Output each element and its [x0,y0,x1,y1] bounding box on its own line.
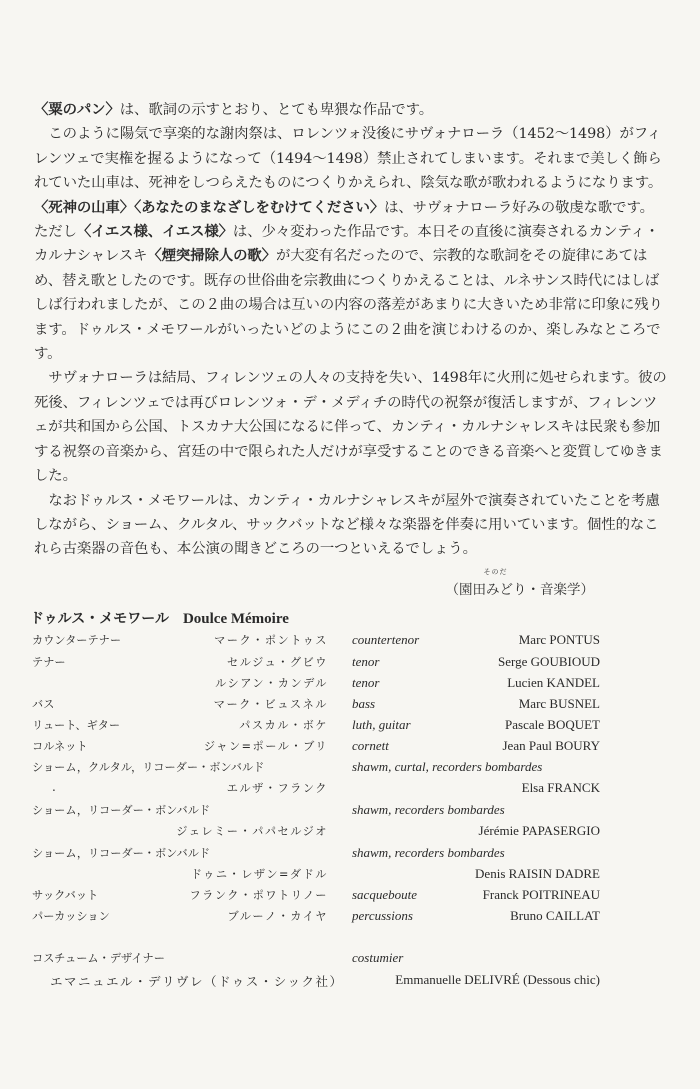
decorative-dot: . [52,780,56,794]
personnel-role-jp: ショーム，クルタル，リコーダー・ボンバルド [32,761,265,774]
personnel-role-jp: バス [32,698,55,711]
personnel-name-en: Denis RAISIN DADRE [475,866,600,881]
personnel-role-jp: ショーム，リコーダー・ボンバルド [32,804,211,817]
personnel-role-jp: テナー [32,656,66,669]
personnel-role-en: countertenor [352,632,420,647]
personnel-role-jp: カウンターテナー [32,634,122,647]
personnel-role-jp: パーカッション [32,910,110,923]
personnel-row [0,696,700,716]
personnel-row [0,845,700,865]
personnel-name-jp: ジェレミー・パパセルジオ [176,825,328,838]
personnel-name-jp: ジャン=ポール・ブリ [203,740,328,753]
personnel-role-jp: ショーム，リコーダー・ボンバルド [32,847,211,860]
personnel-name-en: Pascale BOQUET [505,717,600,732]
song-title: 〈粟のパン〉 [34,101,120,118]
personnel-name-en: Elsa FRANCK [521,780,600,795]
personnel-row [0,738,700,758]
costume-name-en: Emmanuelle DELIVRÉ (Dessous chic) [395,972,600,987]
personnel-name-jp: ブルーノ・カイヤ [227,910,328,923]
song-title: 〈イエス様、イエス様〉 [76,223,233,241]
personnel-role-en: bass [352,696,376,711]
personnel-name-jp: エルザ・フランク [226,782,328,795]
personnel-role-en: shawm, recorders bombardes [352,802,505,817]
personnel-name-jp: フランク・ポワトリノー [189,889,328,902]
personnel-row [0,675,700,695]
essay-paragraph-3: サヴォナローラは結局、フィレンツェの人々の支持を失い、1498年に火刑に処せられます。彼の死後、フィレンツェでは再びロレンツォ・デ・メディチの時代の祝祭が復活しますが、フィレンツェが共和国から公国、トスカナ大公国になるに伴って、カンティ・カルナシャレスキは民衆も参加する祝祭の音楽から、宮廷の中で限られた人だけが享受することのできる音楽へと変質してゆきました。 [34,370,667,485]
personnel-name-en: Marc BUSNEL [518,696,600,711]
personnel-row [0,823,700,843]
personnel-row [0,759,700,779]
personnel-role-en: shawm, curtal, recorders bombardes [352,759,543,774]
costume-name-row [0,972,700,992]
ensemble-title-jp: ドゥルス・メモワール [30,611,169,627]
personnel-name-en: Jean Paul BOURY [502,738,600,753]
costume-name-jp: エマニュエル・デリヴレ（ドゥス・シック社） [50,974,344,989]
author-signature: そのだ （園田みどり・音楽学） [445,568,594,598]
personnel-row [0,632,700,652]
personnel-row [0,654,700,674]
personnel-role-en: luth, guitar [352,717,411,732]
personnel-row [0,887,700,907]
personnel-name-en: Lucien KANDEL [507,675,600,690]
essay-paragraph-2: このように陽気で享楽的な謝肉祭は、ロレンツォ没後にサヴォナローラ（1452〜1498）がフィレンツェで実権を握るようになって（1494〜1498）禁止されてしまいます。それまで美しく飾られていた山車は、死神をしつらえたものにつくりかえられ、陰気な歌が歌われるようになります。〈死神の山車〉〈あなたのまなざしをむけてください〉は、サヴォナローラ好みの敬虔な歌です。ただし〈イエス様、イエス様〉は、少々変わった作品です。本日その直後に演奏されるカンティ・カルナシャレスキ〈煙突掃除人の歌〉が大変有名だったので、宗教的な歌詞をその旋律にあてはめ、替え歌としたのです。既存の世俗曲を宗教曲につくりかえることは、ルネサンス時代にはしばしば行われましたが、この２曲の場合は互いの内容の落差があまりに大きいため非常に印象に残ります。ドゥルス・メモワールがいったいどのようにこの２曲を演じわけるのか、楽しみなところです。 [34,126,663,363]
personnel-name-en: Bruno CAILLAT [510,908,600,923]
personnel-row [0,908,700,928]
personnel-row [0,802,700,822]
signature-ruby: そのだ [483,568,508,576]
personnel-row [0,717,700,737]
personnel-role-en: cornett [352,738,389,753]
personnel-name-jp: セルジュ・グビウ [227,656,328,669]
personnel-role-en: shawm, recorders bombardes [352,845,505,860]
personnel-name-jp: マーク・ポントゥス [214,634,328,647]
personnel-role-en: percussions [352,908,413,923]
costume-role-en: costumier [352,950,404,965]
ensemble-title-latin: Doulce Mémoire [182,611,289,627]
personnel-row [0,780,700,800]
personnel-name-jp: ルシアン・カンデル [215,677,328,690]
personnel-name-jp: パスカル・ボケ [239,719,328,732]
personnel-name-en: Marc PONTUS [518,632,600,647]
personnel-role-jp: リュート、ギター [32,719,121,732]
essay-text [34,98,668,562]
personnel-role-en: tenor [352,675,380,690]
song-title: 〈死神の山車〉〈あなたのまなざしをむけてください〉 [34,198,385,216]
personnel-name-en: Serge GOUBIOUD [498,654,600,669]
personnel-name-jp: マーク・ビュスネル [213,698,328,711]
ensemble-title [30,608,289,628]
personnel-role-en: sacqueboute [352,887,417,902]
personnel-name-jp: ドゥニ・レザン=ダドル [190,868,328,881]
personnel-name-en: Franck POITRINEAU [482,887,600,902]
personnel-role-en: tenor [352,654,380,669]
personnel-row [0,866,700,886]
essay-paragraph-1: 〈粟のパン〉は、歌詞の示すとおり、とても卑猥な作品です。 [34,101,433,118]
personnel-role-jp: サックバット [32,889,99,902]
costume-role-jp: コスチューム・デザイナー [32,952,165,965]
personnel-role-jp: コルネット [32,740,88,753]
song-title: 〈煙突掃除人の歌〉 [147,247,276,265]
costume-row [0,950,700,970]
personnel-name-en: Jérémie PAPASERGIO [478,823,600,838]
essay-paragraph-4: なおドゥルス・メモワールは、カンティ・カルナシャレスキが屋外で演奏されていたことを考慮しながら、ショーム、クルタル、サックバットなど様々な楽器を伴奏に用いています。個性的なこれら古楽器の音色も、本公演の聞きどころの一つといえるでしょう。 [34,492,660,558]
